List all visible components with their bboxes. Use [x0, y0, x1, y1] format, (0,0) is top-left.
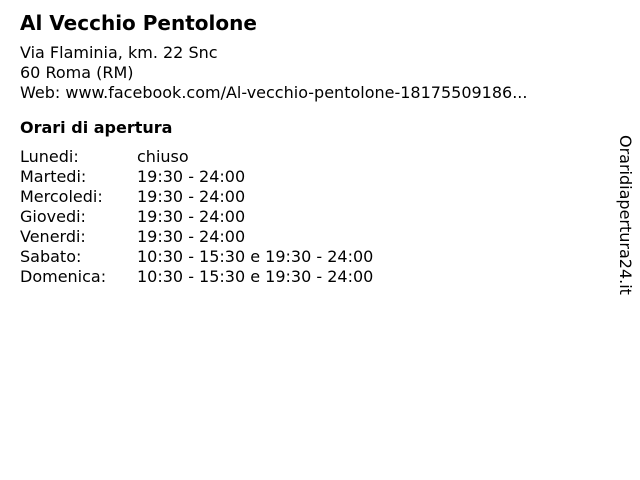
day-label: Sabato:: [20, 247, 82, 266]
business-address: [20, 43, 600, 103]
day-hours: 10:30 - 15:30 e 19:30 - 24:00: [137, 267, 374, 286]
day-label: Domenica:: [20, 267, 107, 286]
address-city: 60 Roma (RM): [20, 63, 134, 82]
day-hours: 19:30 - 24:00: [137, 207, 246, 226]
day-hours: 19:30 - 24:00: [137, 227, 246, 246]
hours-row-tuesday: [20, 167, 600, 187]
day-label: Lunedi:: [20, 147, 79, 166]
day-label: Giovedi:: [20, 207, 86, 226]
day-label: Mercoledi:: [20, 187, 103, 206]
day-hours: 19:30 - 24:00: [137, 187, 246, 206]
hours-row-monday: [20, 147, 600, 167]
site-watermark: [610, 135, 640, 310]
watermark-text: Oraridiapertura24.it: [616, 135, 635, 295]
hours-row-saturday: [20, 247, 600, 267]
day-hours: chiuso: [137, 147, 189, 166]
day-hours: 19:30 - 24:00: [137, 167, 246, 186]
day-label: Martedi:: [20, 167, 87, 186]
hours-row-wednesday: [20, 187, 600, 207]
hours-row-sunday: [20, 267, 600, 287]
business-name: Al Vecchio Pentolone: [20, 11, 257, 35]
day-label: Venerdi:: [20, 227, 86, 246]
hours-row-thursday: [20, 207, 600, 227]
business-card: [20, 10, 600, 287]
hours-row-friday: [20, 227, 600, 247]
day-hours: 10:30 - 15:30 e 19:30 - 24:00: [137, 247, 374, 266]
opening-hours-heading: Orari di apertura: [20, 118, 173, 137]
address-street: Via Flaminia, km. 22 Snc: [20, 43, 218, 62]
opening-hours-table: [20, 147, 600, 287]
website-link[interactable]: Web: www.facebook.com/Al-vecchio-pentolone-18175509186...: [20, 83, 528, 102]
